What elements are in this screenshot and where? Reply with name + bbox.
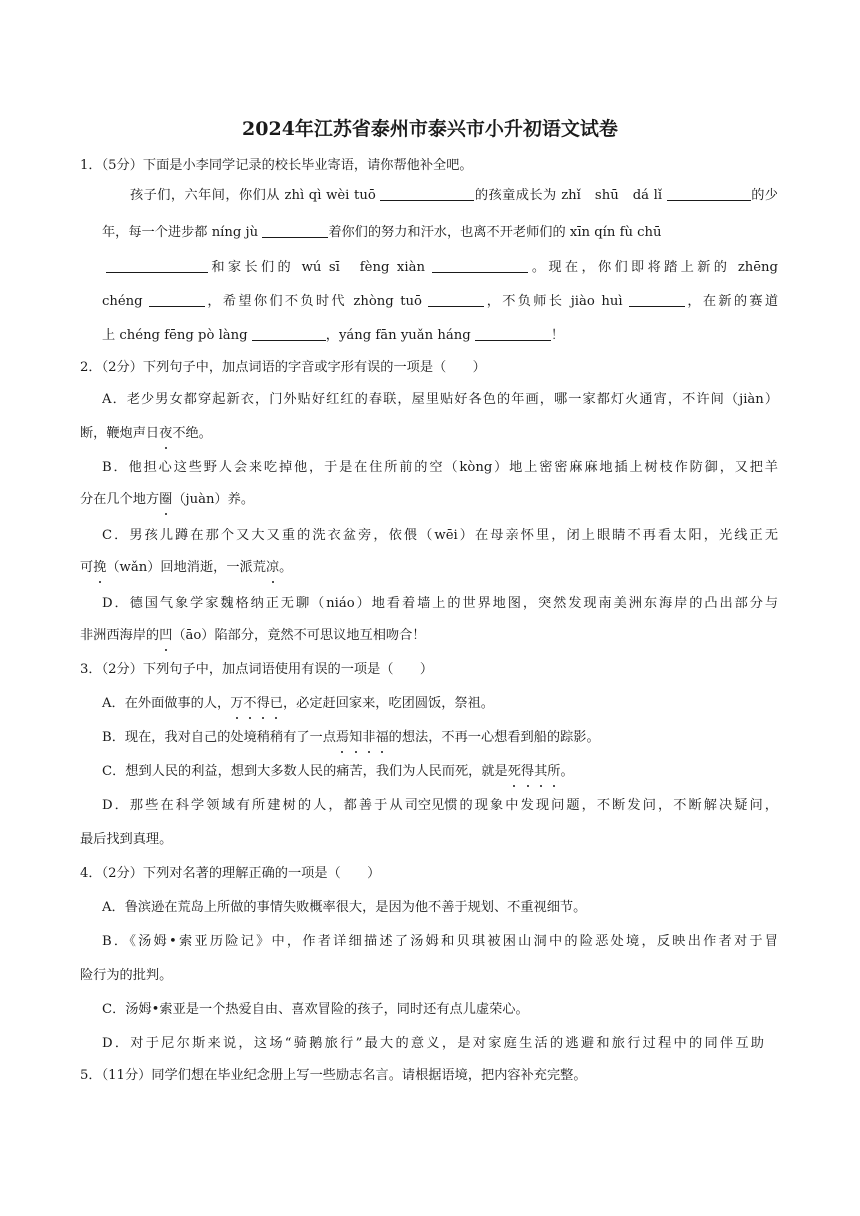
answer-blank[interactable]: [380, 187, 474, 201]
emphasis-dot-char: 无: [765, 526, 778, 546]
q3-option-a: A．在外面做事的人，万不得已，必定赶回家来，吃团圆饭，祭祖。: [102, 694, 494, 714]
q2-option-c-line-2: 可挽（wǎn）回地消逝，一派荒凉。: [80, 558, 292, 578]
emphasis-dot-char: 空: [418, 796, 431, 816]
emphasis-dot-char: 惯: [444, 796, 457, 816]
q3-option-b: B．现在，我对自己的处境稍稍有了一点焉知非福的想法，不再一心想看到船的踪影。: [102, 728, 600, 748]
emphasis-dot-char: 偎: [404, 526, 417, 546]
q1-line-4-b: ，希望你们不负时代 zhòng tuō: [205, 294, 429, 309]
q3-option-d-line-1: D．那些在科学领域有所建树的人，都善于从司空见惯的现象中发现问题，不断发问，不断解决疑问，: [102, 796, 778, 816]
answer-blank[interactable]: [252, 327, 326, 341]
emphasis-dot-char: 司: [405, 796, 418, 816]
q1-line-3: [106, 258, 778, 278]
emphasis-dot-char: 所: [547, 762, 560, 782]
q1-line-4-d: ，在新的赛道: [685, 294, 778, 309]
q1-line-1-c: 的少: [750, 188, 778, 203]
answer-blank[interactable]: [262, 224, 328, 238]
emphasis-dot-char: 已: [270, 694, 283, 714]
answer-blank[interactable]: [475, 327, 551, 341]
answer-blank[interactable]: [149, 293, 205, 307]
emphasis-dot-char: 焉: [336, 728, 349, 748]
q4-option-d: D．对于尼尔斯来说，这场“骑鹅旅行”最大的意义，是对家庭生活的逃避和旅行过程中的同伴互助: [102, 1036, 764, 1051]
emphasis-dot-char: 得: [257, 694, 270, 714]
answer-blank[interactable]: [667, 187, 751, 201]
answer-blank[interactable]: [428, 293, 484, 307]
emphasis-dot-char: 见: [431, 796, 444, 816]
answer-blank[interactable]: [106, 259, 208, 273]
q1-line-3-b: 。现在，你们即将踏上新的 zhēng: [528, 260, 778, 275]
q3-option-c: C．想到人民的利益，想到大多数人民的痛苦，我们为人民而死，就是死得其所。: [102, 762, 574, 782]
q1-stem: 1．（5分）下面是小李同学记录的校长毕业寄语，请你帮他补全吧。: [80, 158, 473, 173]
q4-option-a: A．鲁滨逊在荒岛上所做的事情失败概率很大，是因为他不善于规划、不重视细节。: [102, 900, 587, 915]
q1-line-5-b: ，yáng fān yuǎn háng: [325, 328, 475, 343]
answer-blank[interactable]: [432, 259, 528, 273]
q3-option-d-line-2: 最后找到真理。: [80, 832, 173, 847]
emphasis-dot-char: 间: [711, 390, 724, 410]
emphasis-dot-char: 凹: [159, 626, 172, 646]
q1-line-1-b: 的孩童成长为 zhǐ shū dá lǐ: [474, 188, 667, 203]
q1-line-5-c: ！: [550, 328, 565, 343]
q1-line-5: [102, 326, 564, 346]
q1-line-1-a: 孩子们，六年间，你们从 zhì qì wèi tuō: [130, 188, 381, 203]
q1-line-3-a: 和家长们的 wú sī fèng xiàn: [208, 260, 433, 275]
answer-blank[interactable]: [629, 293, 685, 307]
page-title: 2024年江苏省泰州市泰兴市小升初语文试卷: [242, 118, 618, 140]
emphasis-dot-char: 死: [508, 762, 521, 782]
emphasis-dot-char: 空: [429, 458, 442, 478]
q1-line-1: [130, 186, 778, 206]
q2-option-c-line-1: C．男孩儿蹲在那个又大又重的洗衣盆旁，依偎（wēi）在母亲怀里，闭上眼睛不再看太阳，光线正无: [102, 526, 778, 546]
q5-stem: 5．（11分）同学们想在毕业纪念册上写一些励志名言。请根据语境，把内容补充完整。: [80, 1068, 587, 1083]
q2-option-a-line-2: 断，鞭炮声日夜不绝。: [80, 424, 212, 444]
q4-option-c: C．汤姆•索亚是一个热爱自由、喜欢冒险的孩子，同时还有点儿虚荣心。: [102, 1002, 529, 1017]
emphasis-dot-char: 得: [521, 762, 534, 782]
emphasis-dot-char: 圈: [159, 490, 172, 510]
q1-line-4-c: ，不负师长 jiào huì: [484, 294, 630, 309]
q2-option-d-line-1: D．德国气象学家魏格纳正无聊（niáo）地看着墙上的世界地图，突然发现南美洲东海岸的凸出部分与: [102, 594, 778, 614]
q4-stem: 4．（2分）下列对名著的理解正确的一项是（ ）: [80, 866, 381, 881]
emphasis-dot-char: 凉: [266, 558, 279, 578]
q3-stem: 3．（2分）下列句子中，加点词语使用有误的一项是（ ）: [80, 662, 434, 677]
q2-option-b-line-1: B．他担心这些野人会来吃掉他，于是在住所前的空（kòng）地上密密麻麻地插上树枝作防御，又把羊: [102, 458, 778, 478]
emphasis-dot-char: 夜: [159, 424, 172, 444]
emphasis-dot-char: 其: [534, 762, 547, 782]
emphasis-dot-char: 万: [230, 694, 243, 714]
emphasis-dot-char: 不: [243, 694, 256, 714]
q1-line-4: [102, 292, 778, 312]
emphasis-dot-char: 宵: [654, 390, 667, 410]
emphasis-dot-char: 聊: [296, 594, 309, 614]
q4-option-b-line-1: B．《汤姆•索亚历险记》中，作者详细描述了汤姆和贝琪被困山洞中的险恶处境，反映出作者对于冒: [102, 934, 778, 949]
emphasis-dot-char: 知: [349, 728, 362, 748]
q2-stem: 2．（2分）下列句子中，加点词语的字音或字形有误的一项是（ ）: [80, 360, 486, 375]
q1-line-2: [102, 223, 662, 243]
emphasis-dot-char: 福: [375, 728, 388, 748]
q2-option-d-line-2: 非洲西海岸的凹（āo）陷部分，竟然不可思议地互相吻合！: [80, 626, 426, 646]
q4-option-b-line-2: 险行为的批判。: [80, 968, 173, 983]
q2-option-b-line-2: 分在几个地方圈（juàn）养。: [80, 490, 254, 510]
q1-line-4-a: chéng: [102, 294, 150, 309]
q1-line-2-a: 年，每一个进步都 níng jù: [102, 225, 263, 240]
emphasis-dot-char: 非: [362, 728, 375, 748]
q2-option-a-line-1: A．老少男女都穿起新衣，门外贴好红红的春联，屋里贴好各色的年画，哪一家都灯火通宵，不许间（jiàn）: [102, 390, 778, 410]
q1-line-2-b: 着你们的努力和汗水，也离不开老师们的 xīn qín fù chū: [328, 225, 662, 240]
emphasis-dot-char: 挽: [93, 558, 106, 578]
emphasis-dot-char: 御: [705, 458, 718, 478]
q1-line-5-a: 上 chéng fēng pò làng: [102, 328, 252, 343]
